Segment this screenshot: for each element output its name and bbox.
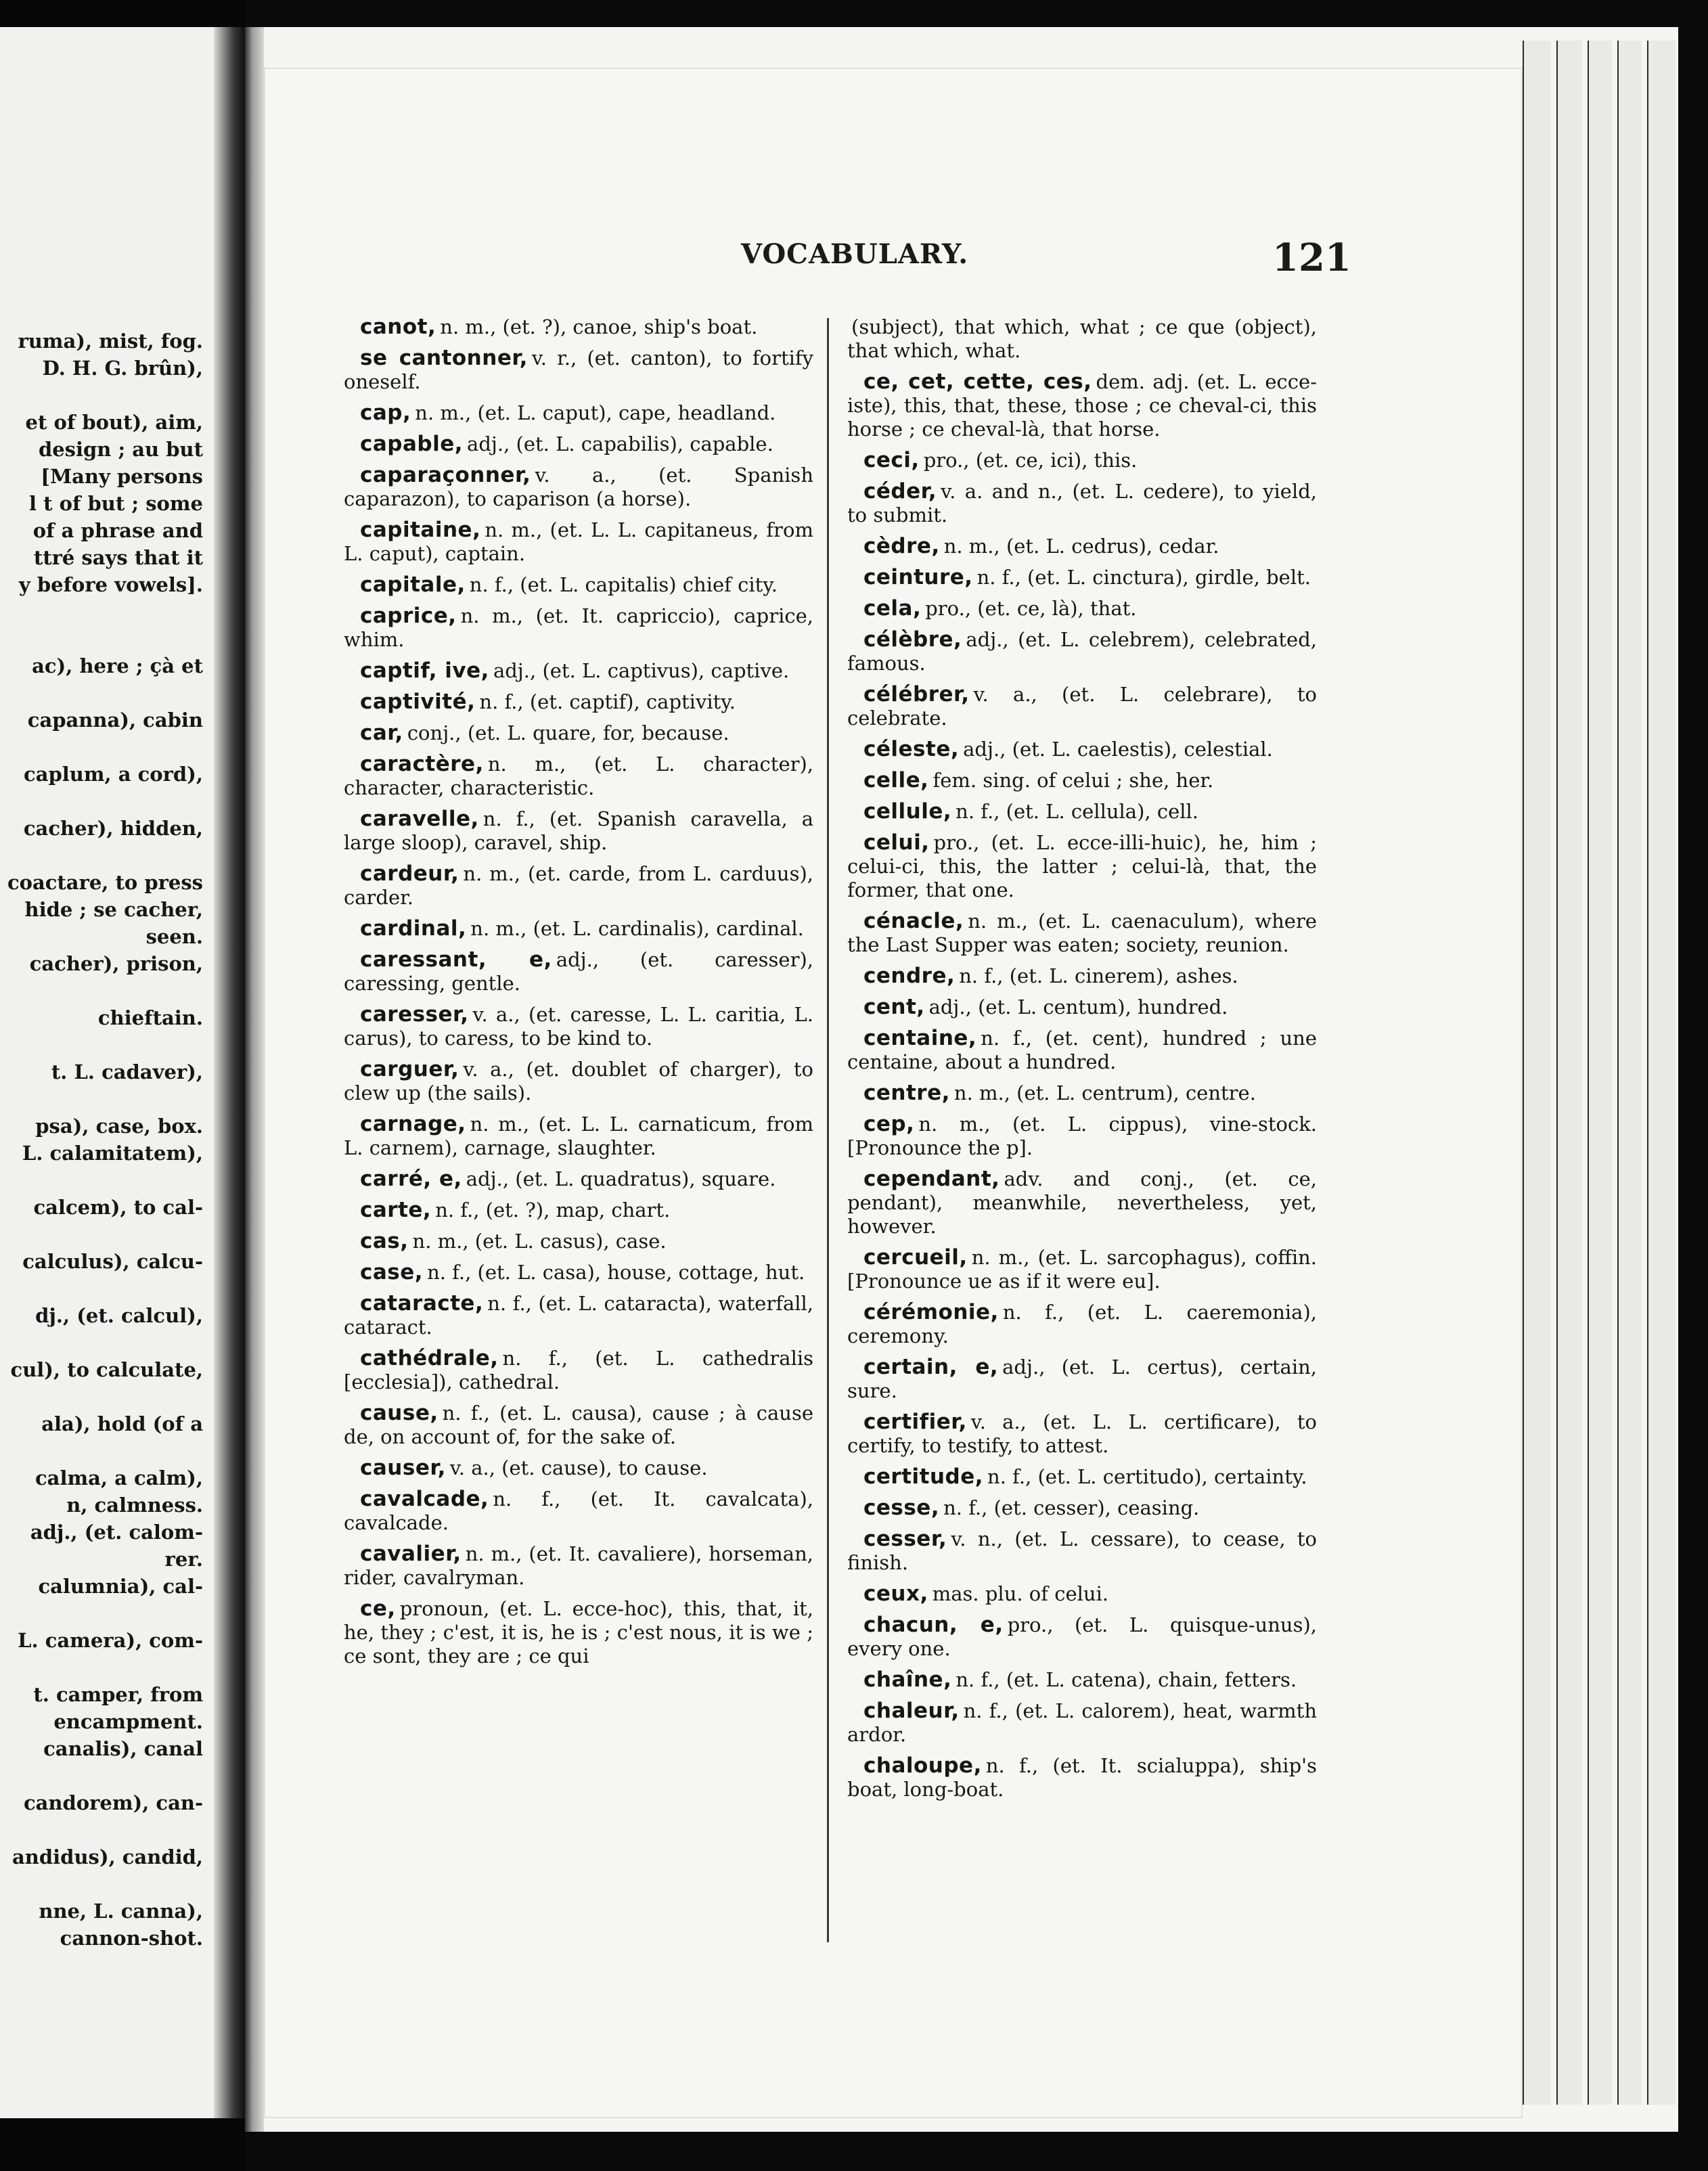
vocabulary-entry [344,604,813,652]
entry-definition: v. a., (et. doublet of charger), to clew up (the sails). [344,1058,813,1104]
previous-page-line: cacher), hidden, [23,817,203,840]
entry-definition: n. m., (et. L. character), character, characteristic. [344,753,813,799]
entry-definition: pro., (et. ce, là), that. [925,597,1137,620]
previous-page-line [0,788,203,815]
entry-headword: cardeur, [360,861,459,886]
entry-definition: n. f., (et. L. certitudo), certainty. [987,1465,1307,1488]
entry-headword: captivité, [360,690,476,714]
entry-headword: caparaçonner, [360,463,531,487]
previous-page-line: of a phrase and [32,519,203,542]
entry-headword: chaleur, [863,1699,960,1723]
previous-page-line [0,1383,203,1410]
entry-definition: n. f., (et. L. causa), cause ; à cause de, on account of, for the sake of. [344,1402,813,1448]
entry-headword: célèbre, [863,627,962,652]
entry-definition: n. f., (et. L. casa), house, cottage, hut. [427,1261,805,1284]
entry-definition: n. m., (et. L. centrum), centre. [953,1081,1256,1104]
entry-definition: adj., (et. L. quadratus), square. [466,1167,776,1190]
entry-definition: adj., (et. L. captivus), captive. [493,659,790,682]
previous-page-line: y before vowels]. [18,573,203,596]
page-edge [1588,41,1612,2105]
previous-page-line: ttré says that it [33,546,203,569]
entry-definition: v. a., (et. L. celebrare), to celebrate. [847,683,1317,730]
vocabulary-entry [344,690,813,714]
vocabulary-entry [344,1167,813,1191]
vocabulary-entry [847,1246,1317,1293]
entry-headword: cependant, [863,1167,1000,1191]
vocabulary-entry [847,738,1317,761]
left-column [344,315,813,1676]
vocabulary-entry [847,995,1317,1019]
entry-headword: cent, [863,995,925,1019]
vocabulary-entry [344,573,813,597]
entry-definition: adv. and conj., (et. ce, pendant), meanwhile, nevertheless, yet, however. [847,1167,1317,1238]
entry-headword: chaloupe, [863,1753,982,1778]
entry-headword: caprice, [360,604,457,628]
previous-page-line: [Many persons [41,465,203,488]
entry-headword: cavalcade, [360,1487,489,1511]
previous-page-line: andidus), candid, [12,1845,203,1868]
right-column [847,315,1317,1809]
previous-page-line: calumnia), cal- [38,1575,203,1598]
vocabulary-entry [344,917,813,941]
entry-definition: n. m., (et. L. L. carnaticum, from L. carnem), carnage, slaughter. [344,1113,813,1159]
previous-page-line [0,625,203,652]
entry-definition: v. a., (et. L. L. certificare), to certify, to testify, to attest. [847,1410,1317,1457]
entry-headword: carguer, [360,1057,459,1081]
entry-definition: adj., (et. caresser), caressing, gentle. [344,948,813,995]
vocabulary-entry [847,370,1317,441]
entry-definition: n. m., (et. L. cedrus), cedar. [943,535,1219,558]
entry-headword: cendre, [863,964,956,988]
page-edge [1523,41,1551,2105]
vocabulary-entry [847,1754,1317,1801]
entry-headword: capable, [360,432,464,456]
vocabulary-entry [344,315,813,339]
entry-headword: céleste, [863,737,960,761]
vocabulary-entry [847,449,1317,472]
entry-definition: n. f., (et. L. cinctura), girdle, belt. [976,566,1311,589]
entry-headword: celui, [863,830,930,855]
previous-page-line: seen. [145,925,203,948]
entry-headword: cataracte, [360,1291,484,1316]
entry-definition: fem. sing. of celui ; she, her. [932,769,1214,792]
vocabulary-entry [847,769,1317,792]
vocabulary-entry [344,1402,813,1449]
previous-page-line: calma, a calm), [35,1467,203,1490]
previous-page-line: t. camper, from [33,1683,203,1706]
vocabulary-entry [344,1597,813,1668]
entry-definition: v. r., (et. canton), to fortify oneself. [344,346,813,393]
entry-definition: pro., (et. L. ecce-illi-huic), he, him ; celui-ci, this, the latter ; celui-là, that, the former, that one. [847,831,1317,901]
entry-definition: v. a., (et. Spanish caparazon), to caparison (a horse). [344,464,813,510]
column-rule [827,318,829,1942]
previous-page-line: coactare, to press [7,871,203,894]
entry-definition: n. f., (et. captif), captivity. [479,690,736,713]
entry-definition: adj., (et. L. certus), certain, sure. [847,1356,1317,1402]
previous-page-line [0,1329,203,1356]
entry-headword: cep, [863,1112,915,1136]
entry-headword: centre, [863,1081,950,1105]
entry-definition: mas. plu. of celui. [932,1582,1109,1605]
entry-headword: certain, e, [863,1355,999,1379]
previous-page-line: adj., (et. calom- [30,1521,203,1544]
previous-page-line: nne, L. canna), [39,1900,203,1923]
previous-page-line: ruma), mist, fog. [18,330,203,353]
entry-definition: pronoun, (et. L. ecce-hoc), this, that, it, he, they ; c'est, it is, he is ; c'est nous, it is we ; ce sont, they are ; ce qui [344,1597,813,1668]
entry-headword: chacun, e, [863,1613,1004,1637]
vocabulary-entry [847,683,1317,730]
vocabulary-entry [847,1356,1317,1403]
previous-page-line: D. H. G. brûn), [42,357,203,380]
entry-definition: adj., (et. L. caelestis), celestial. [963,738,1273,761]
vocabulary-entry [847,1496,1317,1520]
entry-headword: cèdre, [863,534,940,558]
entry-headword: chaîne, [863,1668,952,1692]
entry-headword: cause, [360,1401,439,1425]
entry-definition: n. f., (et. L. caeremonia), ceremony. [847,1301,1317,1347]
previous-page-line [0,1816,203,1843]
entry-headword: carré, e, [360,1167,462,1191]
entry-definition: n. f., (et. cent), hundred ; une centaine, about a hundred. [847,1027,1317,1073]
entry-definition: n. m., (et. carde, from L. carduus), carder. [344,862,813,909]
previous-page-line: ala), hold (of a [41,1412,203,1435]
previous-page-line: cacher), prison, [29,952,203,975]
vocabulary-entry [344,464,813,511]
entry-headword: cesse, [863,1496,940,1520]
vocabulary-entry [344,807,813,855]
entry-definition: n. m., (et. L. casus), case. [412,1230,667,1253]
entry-definition: n. f., (et. L. calorem), heat, warmth ardor. [847,1699,1317,1746]
previous-page-line: calculus), calcu- [22,1250,203,1273]
entry-definition: pro., (et. ce, ici), this. [923,449,1138,472]
entry-definition: n. f., (et. L. cataracta), waterfall, cataract. [344,1292,813,1339]
previous-page-line: ac), here ; çà et [32,654,203,677]
previous-page-line: hide ; se cacher, [24,898,203,921]
vocabulary-entry [344,721,813,745]
entry-headword: cardinal, [360,916,467,941]
vocabulary-entry [847,480,1317,527]
previous-page-line [0,1437,203,1464]
entry-definition: (subject), that which, what ; ce que (object), that which, what. [847,315,1317,362]
entry-definition: adj., (et. L. centum), hundred. [928,995,1228,1019]
previous-page-line: design ; au but [38,438,203,461]
entry-definition: v. a., (et. cause), to cause. [449,1456,708,1479]
previous-page-line [0,1167,203,1194]
vocabulary-entry [344,1542,813,1590]
entry-headword: celle, [863,768,929,792]
vocabulary-entry [344,659,813,683]
previous-page-line: candorem), can- [23,1791,203,1814]
vocabulary-entry [344,1347,813,1394]
entry-definition: adj., (et. L. capabilis), capable. [467,432,773,455]
running-head: VOCABULARY. [741,238,969,270]
entry-definition: n. m., (et. It. cavaliere), horseman, rider, cavalryman. [344,1542,813,1589]
previous-page-line: psa), case, box. [35,1115,203,1138]
vocabulary-entry [344,948,813,995]
previous-page-line: n, calmness. [66,1494,203,1517]
entry-headword: cela, [863,596,922,621]
page-number: 121 [1272,236,1351,280]
entry-definition: n. f., (et. L. capitalis) chief city. [469,573,778,596]
previous-page-line: cannon-shot. [60,1927,203,1950]
vocabulary-entry [847,628,1317,675]
vocabulary-entry [344,1230,813,1253]
page-edge [1617,41,1642,2105]
previous-page-line [0,382,203,409]
previous-page-line: cul), to calculate, [10,1358,203,1381]
entry-headword: cérémonie, [863,1300,999,1324]
entry-headword: ce, [360,1596,396,1621]
vocabulary-entry [847,1081,1317,1105]
entry-definition: n. f., (et. L. cathedralis [ecclesia]), cathedral. [344,1347,813,1393]
vocabulary-entry [847,800,1317,824]
page-edge [1647,41,1676,2105]
previous-page-line [0,598,203,625]
previous-page-line: calcem), to cal- [33,1196,203,1219]
entry-definition: n. f., (et. cesser), ceasing. [943,1496,1200,1519]
entry-headword: capitale, [360,573,466,597]
previous-page-line [0,1275,203,1302]
vocabulary-entry [847,1167,1317,1238]
entry-definition: n. f., (et. Spanish caravella, a large sloop), caravel, ship. [344,807,813,854]
entry-headword: se cantonner, [360,346,528,370]
entry-headword: cathédrale, [360,1346,499,1370]
entry-definition: n. m., (et. L. L. capitaneus, from L. caput), captain. [344,518,813,565]
previous-page-line [0,977,203,1004]
previous-page-line: L. calamitatem), [22,1142,203,1165]
previous-page-line [0,1600,203,1627]
vocabulary-entry [847,1465,1317,1489]
previous-page-line [0,1762,203,1789]
vocabulary-entry [344,346,813,394]
entry-headword: caravelle, [360,807,479,831]
entry-headword: céder, [863,479,937,503]
entry-definition: n. m., (et. L. caput), cape, headland. [415,401,776,424]
vocabulary-entry [344,1261,813,1284]
vocabulary-entry [344,1456,813,1480]
entry-headword: caractère, [360,752,484,776]
entry-headword: cas, [360,1229,409,1253]
previous-page-line [0,842,203,869]
entry-definition: n. f., (et. L. cellula), cell. [956,800,1199,823]
entry-headword: ce, cet, cette, ces, [863,370,1092,394]
entry-definition: v. n., (et. L. cessare), to cease, to finish. [847,1527,1317,1574]
entry-headword: certifier, [863,1410,967,1434]
previous-page-line [0,679,203,707]
vocabulary-entry [847,566,1317,589]
previous-page [0,27,223,2118]
vocabulary-entry [847,831,1317,902]
previous-page-line: capanna), cabin [27,709,203,732]
entry-definition: v. a., (et. caresse, L. L. caritia, L. carus), to caress, to be kind to. [344,1003,813,1050]
previous-page-line: t. L. cadaver), [51,1060,203,1083]
entry-headword: caressant, e, [360,947,552,972]
entry-headword: causer, [360,1456,446,1480]
vocabulary-entry [847,535,1317,558]
vocabulary-entry [344,753,813,800]
entry-definition: n. f., (et. L. cinerem), ashes. [959,964,1238,987]
previous-page-text [0,328,203,1952]
vocabulary-entry [847,1301,1317,1348]
entry-headword: carnage, [360,1112,466,1136]
previous-page-line: dj., (et. calcul), [35,1304,203,1327]
entry-definition: n. m., (et. L. caenaculum), where the Last Supper was eaten; society, reunion. [847,910,1317,956]
vocabulary-entry [847,1582,1317,1606]
gutter-shadow [214,27,246,2118]
previous-page-line: rer. [164,1548,203,1571]
previous-page-line [0,1086,203,1113]
previous-page-line: caplum, a cord), [24,763,203,786]
entry-headword: car, [360,721,403,745]
entry-headword: ceinture, [863,565,973,589]
vocabulary-entry [344,1487,813,1535]
vocabulary-entry [847,1410,1317,1458]
entry-definition: n. f., (et. L. catena), chain, fetters. [956,1668,1297,1691]
entry-headword: captif, ive, [360,658,489,683]
entry-headword: cercueil, [863,1245,968,1270]
entry-headword: cénacle, [863,909,964,933]
vocabulary-entry [344,432,813,456]
vocabulary-entry [847,597,1317,621]
entry-headword: cavalier, [360,1542,462,1566]
page-edge [1556,41,1582,2105]
entry-definition: conj., (et. L. quare, for, because. [407,721,729,744]
entry-definition: n. m., (et. L. cardinalis), cardinal. [470,917,804,940]
previous-page-line: et of bout), aim, [25,411,203,434]
previous-page-line: chieftain. [97,1006,203,1029]
entry-definition: n. m., (et. ?), canoe, ship's boat. [440,315,758,338]
entry-headword: célébrer, [863,682,970,707]
vocabulary-entry [344,1003,813,1050]
entry-headword: canot, [360,315,436,339]
previous-page-line [0,1871,203,1898]
entry-headword: capitaine, [360,518,481,542]
vocabulary-entry [847,1613,1317,1661]
entry-headword: caresser, [360,1002,469,1027]
vocabulary-entry [847,1668,1317,1692]
entry-definition: dem. adj. (et. L. ecce-iste), this, that, these, those ; ce cheval-ci, this horse ; ce cheval-là, that horse. [847,370,1317,441]
vocabulary-entry [847,1527,1317,1575]
entry-headword: cesser, [863,1527,947,1551]
previous-page-line: l t of but ; some [29,492,203,515]
previous-page-line: encampment. [53,1710,203,1733]
entry-headword: centaine, [863,1026,977,1050]
vocabulary-entry [847,964,1317,988]
vocabulary-entry [344,1292,813,1339]
vocabulary-entry [847,1027,1317,1074]
entry-definition: adj., (et. L. celebrem), celebrated, famous. [847,628,1317,675]
entry-definition: n. m., (et. L. cippus), vine-stock. [Pronounce the p]. [847,1113,1317,1159]
entry-headword: cellule, [863,799,952,824]
previous-page-line: L. camera), com- [18,1629,203,1652]
vocabulary-entry [847,910,1317,957]
entry-headword: case, [360,1260,424,1284]
entry-definition: n. m., (et. It. capriccio), caprice, whim. [344,604,813,651]
vocabulary-entry [847,315,1317,363]
entry-definition: v. a. and n., (et. L. cedere), to yield, to submit. [847,480,1317,527]
vocabulary-entry [344,1199,813,1222]
entry-headword: carte, [360,1198,432,1222]
previous-page-line: canalis), canal [43,1737,203,1760]
vocabulary-entry [344,518,813,566]
previous-page-line [0,1221,203,1248]
vocabulary-entry [344,862,813,910]
vocabulary-entry [847,1113,1317,1160]
previous-page-line [0,1031,203,1058]
book-spine [245,27,264,2132]
entry-definition: pro., (et. L. quisque-unus), every one. [847,1613,1318,1660]
entry-definition: n. f., (et. It. scialuppa), ship's boat, long-boat. [847,1754,1317,1801]
entry-definition: n. f., (et. ?), map, chart. [435,1199,671,1222]
previous-page-line [0,734,203,761]
entry-headword: certitude, [863,1464,984,1489]
entry-headword: ceux, [863,1582,928,1606]
entry-definition: n. f., (et. It. cavalcata), cavalcade. [344,1487,813,1534]
vocabulary-entry [344,1058,813,1105]
entry-headword: cap, [360,401,411,425]
vocabulary-entry [344,1113,813,1160]
previous-page-line [0,1654,203,1681]
vocabulary-entry [847,1699,1317,1747]
vocabulary-entry [344,401,813,425]
entry-definition: n. m., (et. L. sarcophagus), coffin. [Pronounce ue as if it were eu]. [847,1246,1317,1293]
entry-headword: ceci, [863,448,920,472]
